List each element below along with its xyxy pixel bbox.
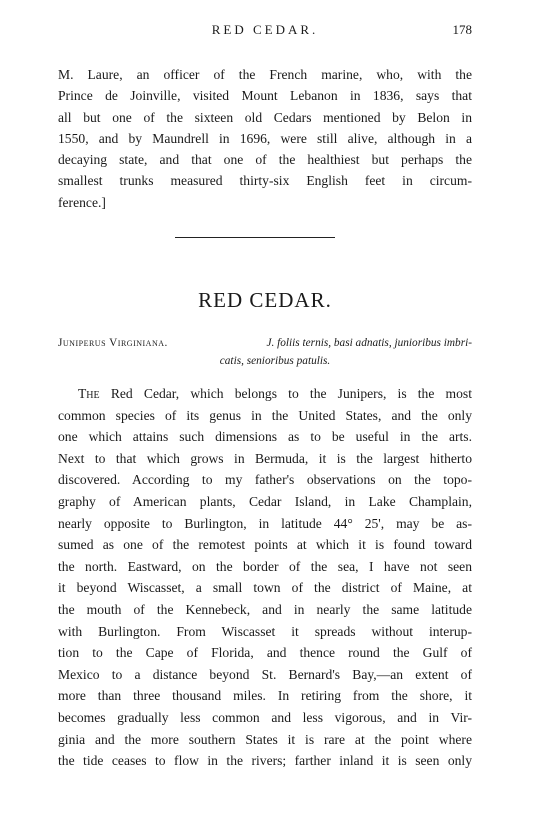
text-line: the mouth of the Kennebeck, and in nearly the same latitude <box>58 601 472 617</box>
text-line: with Burlington. From Wiscasset it spreads without interup- <box>58 623 472 639</box>
text-line: Prince de Joinville, visited Mount Lebanon in 1836, says that <box>58 88 472 104</box>
text-line: M. Laure, an officer of the French marine, who, with the <box>58 67 472 82</box>
text-line: one which attains such dimensions as to be useful in the arts. <box>58 429 472 445</box>
section-divider <box>175 237 335 238</box>
botanical-diagnosis <box>58 334 472 370</box>
text-line: becomes gradually less common and less vigorous, and in Vir- <box>58 709 472 725</box>
text-line: discovered. According to my father's observations on the topo- <box>58 472 472 488</box>
section-title: RED CEDAR. <box>198 288 332 312</box>
species-name: Juniperus Virginiana. <box>58 337 168 349</box>
text-line: ference.] <box>58 194 106 210</box>
upper-paragraph <box>58 64 472 213</box>
text-line: 1550, and by Maundrell in 1696, were still alive, although in a <box>58 130 472 146</box>
text-line: more than three thousand miles. In retiring from the shore, it <box>58 688 472 704</box>
text-line: all but one of the sixteen old Cedars mentioned by Belon in <box>58 109 472 125</box>
text-line: it beyond Wiscasset, a small town of the district of Maine, at <box>58 580 472 596</box>
running-head <box>58 22 472 42</box>
text-line: ginia and the more southern States it is rare at the point where <box>58 731 472 747</box>
diagnosis-line: J. foliis ternis, basi adnatis, junioribus imbri- <box>266 337 472 349</box>
text-line: nearly opposite to Burlington, in latitude 44° 25', may be as- <box>58 515 472 531</box>
diagnosis-line: catis, senioribus patulis. <box>219 355 331 367</box>
text-line: the tide ceases to flow in the rivers; farther inland it is seen only <box>58 753 472 769</box>
text-line: tion to the Cape of Florida, and thence round the Gulf of <box>58 645 472 661</box>
text-line: the north. Eastward, on the border of the sea, I have not seen <box>58 558 472 574</box>
text-line: sumed as one of the remotest points at which it is found toward <box>58 537 472 553</box>
running-title: RED CEDAR. <box>211 22 319 37</box>
text-line: decaying state, and that one of the healthiest but perhaps the <box>58 152 472 168</box>
text-line <box>58 383 472 405</box>
text-line: smallest trunks measured thirty-six English feet in circum- <box>58 173 472 189</box>
text-line-rest: Red Cedar, which belongs to the Junipers, is the most <box>110 386 472 401</box>
text-line: Mexico to a distance beyond St. Bernard's Bay,—an extent of <box>58 666 472 682</box>
page-number: 178 <box>452 22 472 37</box>
text-line: common species of its genus in the United States, and the only <box>58 407 472 423</box>
body-paragraph <box>58 383 472 772</box>
text-line: graphy of American plants, Cedar Island, in Lake Champlain, <box>58 493 472 509</box>
lead-word: The <box>78 386 100 401</box>
text-line: Next to that which grows in Bermuda, it is the largest hitherto <box>58 450 472 466</box>
